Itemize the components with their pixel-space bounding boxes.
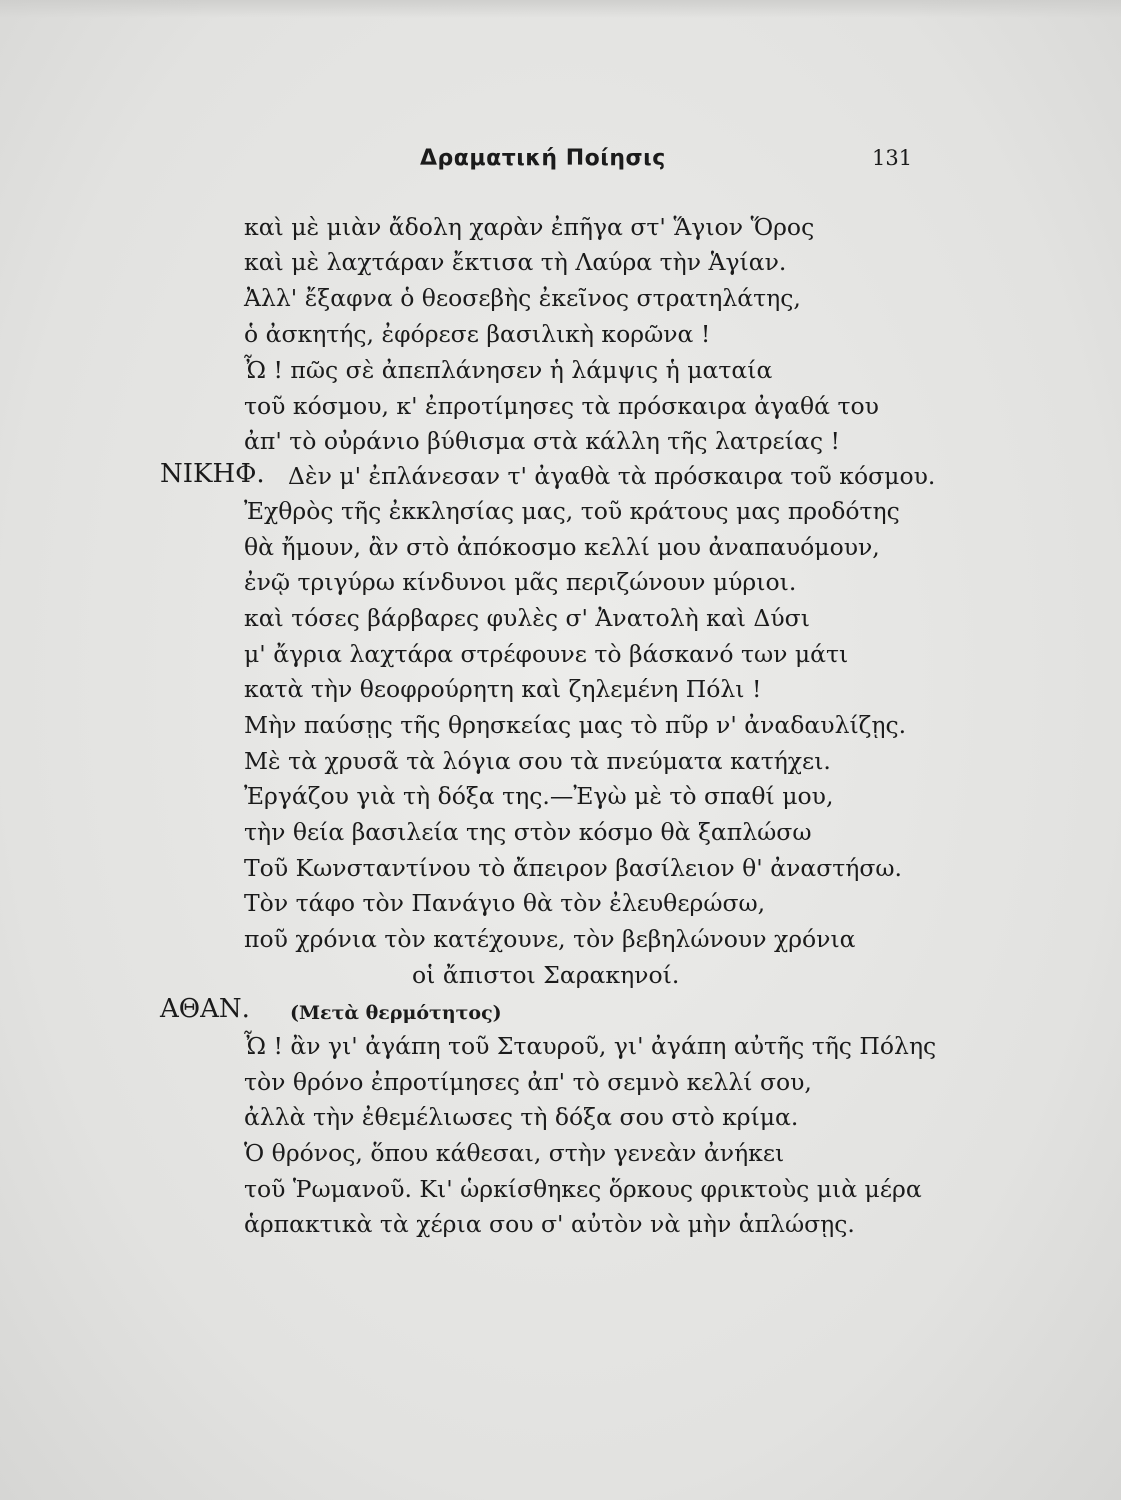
verse-line: οἱ ἄπιστοι Σαρακηνοί.	[412, 961, 680, 989]
verse-line: Ὦ ! ἂν γι' ἀγάπη τοῦ Σταυροῦ, γι' ἀγάπη αὐτῆς τῆς Πόλης	[244, 1032, 937, 1060]
verse-line: τοῦ κόσμου, κ' ἐπροτίμησες τὰ πρόσκαιρα ἀγαθά του	[244, 392, 879, 420]
running-header-title: Δραματική Ποίησις	[420, 146, 666, 171]
verse-line: ἐνῷ τριγύρω κίνδυνοι μᾶς περιζώνουν μύριοι.	[244, 568, 797, 596]
verse-line: ποῦ χρόνια τὸν κατέχουνε, τὸν βεβηλώνουν χρόνια	[244, 925, 856, 953]
page-top-edge	[0, 0, 1121, 18]
verse-line: Μὴν παύσῃς τῆς θρησκείας μας τὸ πῦρ ν' ἀναδαυλίζῃς.	[244, 711, 907, 739]
verse-line: Δὲν μ' ἐπλάνεσαν τ' ἀγαθὰ τὰ πρόσκαιρα τοῦ κόσμου.	[288, 462, 936, 490]
speaker-name-athan: ΑΘΑΝ.	[160, 994, 250, 1024]
verse-line: μ' ἄγρια λαχτάρα στρέφουνε τὸ βάσκανό των μάτι	[244, 640, 849, 668]
verse-line: Ἐργάζου γιὰ τὴ δόξα της.—Ἐγὼ μὲ τὸ σπαθί μου,	[244, 782, 834, 810]
verse-line: καὶ μὲ μιὰν ἄδολη χαρὰν ἐπῆγα στ' Ἅγιον Ὅρος	[244, 213, 815, 241]
verse-line: κατὰ τὴν θεοφρούρητη καὶ ζηλεμένη Πόλι !	[244, 675, 762, 703]
verse-line: ἀπ' τὸ οὐράνιο βύθισμα στὰ κάλλη τῆς λατρείας !	[244, 427, 840, 455]
verse-line: Ἀλλ' ἔξαφνα ὁ θεοσεβὴς ἐκεῖνος στρατηλάτης,	[244, 284, 801, 312]
verse-line: Ἐχθρὸς τῆς ἐκκλησίας μας, τοῦ κράτους μας προδότης	[244, 497, 900, 525]
verse-line: θὰ ἤμουν, ἂν στὸ ἀπόκοσμο κελλί μου ἀναπαυόμουν,	[244, 533, 880, 561]
verse-line: Μὲ τὰ χρυσᾶ τὰ λόγια σου τὰ πνεύματα κατήχει.	[244, 747, 831, 775]
verse-line: τοῦ Ῥωμανοῦ. Κι' ὡρκίσθηκες ὅρκους φρικτοὺς μιὰ μέρα	[244, 1175, 922, 1203]
verse-line: Ὁ θρόνος, ὅπου κάθεσαι, στὴν γενεὰν ἀνήκει	[244, 1139, 785, 1167]
verse-line: Ὦ ! πῶς σὲ ἀπεπλάνησεν ἡ λάμψις ἡ ματαία	[244, 356, 773, 384]
stage-direction: (Μετὰ θερμότητος)	[290, 1002, 502, 1024]
verse-line: τὴν θεία βασιλεία της στὸν κόσμο θὰ ξαπλώσω	[244, 818, 812, 846]
verse-line: Τοῦ Κωνσταντίνου τὸ ἄπειρον βασίλειον θ' ἀναστήσω.	[244, 854, 903, 882]
verse-line: τὸν θρόνο ἐπροτίμησες ἀπ' τὸ σεμνὸ κελλί σου,	[244, 1068, 812, 1096]
verse-line: καὶ τόσες βάρβαρες φυλὲς σ' Ἀνατολὴ καὶ Δύσι	[244, 604, 810, 632]
speaker-name-nikif: ΝΙΚΗΦ.	[160, 459, 265, 489]
verse-line: Τὸν τάφο τὸν Πανάγιο θὰ τὸν ἐλευθερώσω,	[244, 889, 766, 917]
verse-line: ὁ ἀσκητής, ἐφόρεσε βασιλικὴ κορῶνα !	[244, 320, 711, 348]
verse-line: καὶ μὲ λαχτάραν ἔκτισα τὴ Λαύρα τὴν Ἁγίαν.	[244, 248, 787, 276]
verse-line: ἁρπακτικὰ τὰ χέρια σου σ' αὐτὸν νὰ μὴν ἁπλώσῃς.	[244, 1210, 855, 1238]
page-number: 131	[872, 146, 913, 170]
verse-line: ἀλλὰ τὴν ἐθεμέλιωσες τὴ δόξα σου στὸ κρίμα.	[244, 1103, 799, 1131]
